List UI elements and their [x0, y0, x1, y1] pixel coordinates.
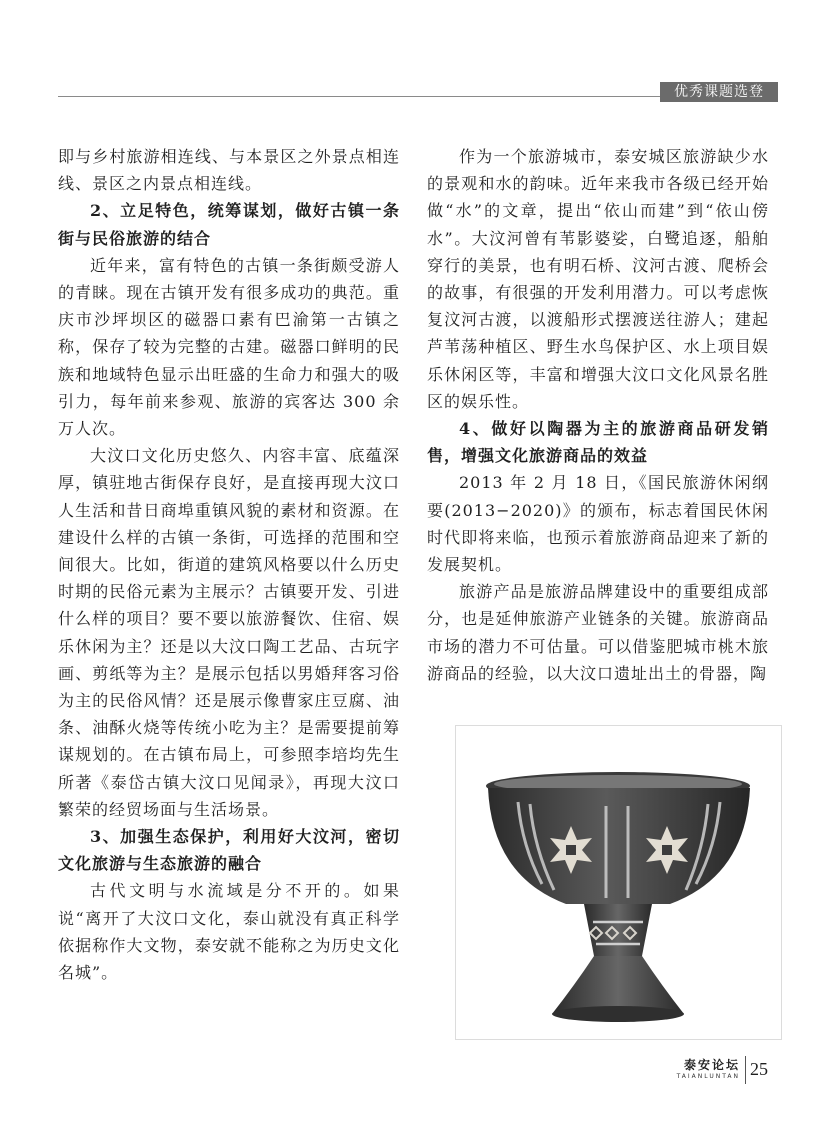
painted-pottery-goblet-image — [456, 726, 781, 1039]
body-paragraph: 2013 年 2 月 18 日，《国民旅游休闲纲要(2013−2020)》的颁布，标志着国民休闲时代即将来临，也预示着旅游商品迎来了新的发展契机。 — [427, 473, 769, 575]
right-column — [427, 143, 769, 687]
pottery-figure — [455, 725, 782, 1040]
body-paragraph: 大汶口文化历史悠久、内容丰富、底蕴深厚，镇驻地古街保存良好，是直接再现大汶口人生活和昔日商埠重镇风貌的素材和资源。在建设什么样的古镇一条街，可选择的范围和空间很大。比如，街道的建筑风格要以什么历史时期的民俗元素为主展示？古镇要开发、引进什么样的项目？要不要以旅游餐饮、住宿、娱乐休闲为主？还是以大汶口陶工艺品、古玩字画、剪纸等为主？是展示包括以男婚拜客习俗为主的民俗风情？还是展示像曹家庄豆腐、油条、油酥火烧等传统小吃为主？是需要提前筹谋规划的。在古镇布局上，可参照李培均先生所著《泰岱古镇大汶口见闻录》，再现大汶口繁荣的经贸场面与生活场景。 — [58, 446, 400, 819]
body-paragraph: 近年来，富有特色的古镇一条街颇受游人的青睐。现在古镇开发有很多成功的典范。重庆市沙坪坝区的磁器口素有巴渝第一古镇之称，保存了较为完整的古建。磁器口鲜明的民族和地域特色显示出旺盛的生命力和强大的吸引力，每年前来参观、旅游的宾客达 300 余万人次。 — [58, 255, 400, 439]
body-paragraph: 古代文明与水流域是分不开的。如果说“离开了大汶口文化，泰山就没有真正科学依据称作大文物，泰安就不能称之为历史文化名城”。 — [58, 881, 400, 983]
publication-name: 泰安论坛 — [683, 1058, 740, 1072]
header-rule — [58, 96, 668, 97]
section-heading: 2、立足特色，统筹谋划，做好古镇一条街与民俗旅游的结合 — [58, 201, 400, 248]
publication-name-pinyin: TAIANLUNTAN — [676, 1073, 740, 1080]
section-heading: 4、做好以陶器为主的旅游商品研发销售，增强文化旅游商品的效益 — [427, 419, 769, 466]
body-paragraph-continued: 即与乡村旅游相连线、与本景区之外景点相连线、景区之内景点相连线。 — [58, 147, 400, 194]
body-paragraph: 作为一个旅游城市，泰安城区旅游缺少水的景观和水的韵味。近年来我市各级已经开始做“水”的文章，提出“依山而建”到“依山傍水”。大汶河曾有苇影婆娑，白鹭追逐，船舶穿行的美景，也有明石桥、汶河古渡、爬桥会的故事，有很强的开发利用潜力。可以考虑恢复汶河古渡，以渡船形式摆渡送往游人；建起芦苇荡种植区、野生水鸟保护区、水上项目娱乐休闲区等，丰富和增强大汶口文化风景名胜区的娱乐性。 — [427, 147, 769, 411]
page-number: 25 — [750, 1059, 768, 1079]
footer-divider — [745, 1056, 746, 1084]
left-column — [58, 143, 400, 986]
body-paragraph: 旅游产品是旅游品牌建设中的重要组成部分，也是延伸旅游产业链条的关键。旅游商品市场的潜力不可估量。可以借鉴肥城市桃木旅游商品的经验，以大汶口遗址出土的骨器，陶 — [427, 582, 769, 683]
section-label: 优秀课题选登 — [660, 82, 778, 102]
section-heading: 3、加强生态保护，利用好大汶河，密切文化旅游与生态旅游的融合 — [58, 827, 400, 874]
